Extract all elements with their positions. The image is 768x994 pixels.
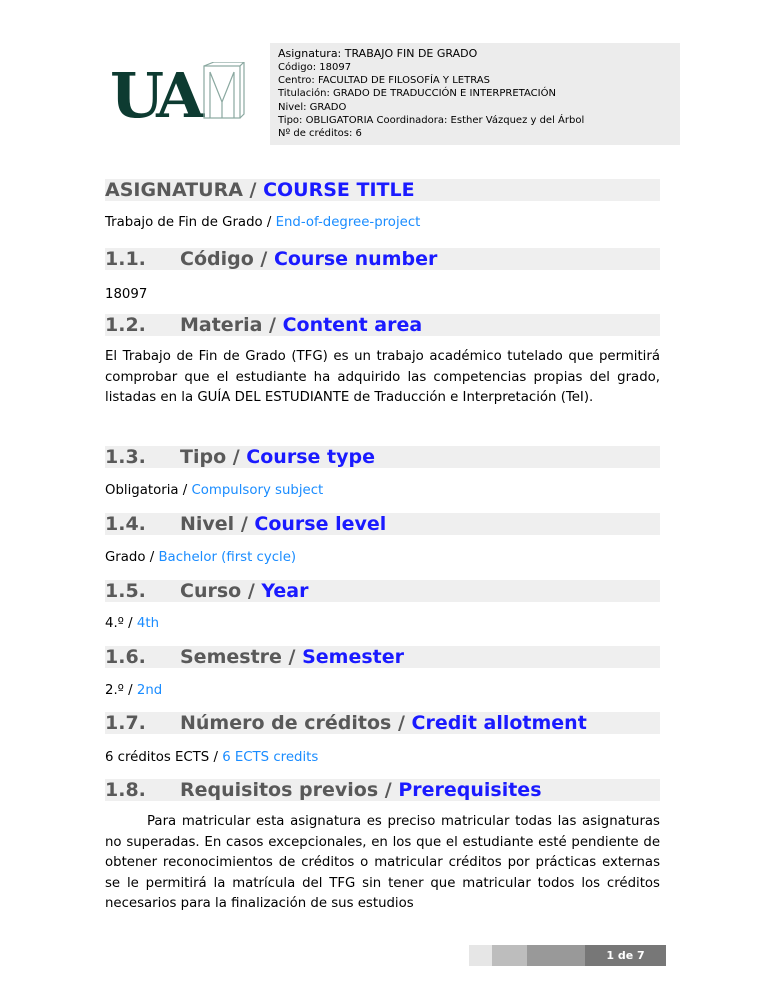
section-heading-18 (105, 779, 660, 801)
value-es: El Trabajo de Fin de Grado (TFG) es un trabajo académico tutelado que permitirá comprobar que el estudiante ha adquirido las competencias propias del grado, listadas en la GUÍA DEL ESTUDIANTE de Traducción e Interpretación (TeI). (105, 349, 660, 405)
heading-es: Número de créditos / (180, 712, 412, 734)
value-es: Grado / (105, 550, 159, 565)
heading-en: Course type (246, 446, 375, 468)
footer-block (469, 945, 492, 966)
value-en: Compulsory subject (191, 483, 324, 498)
section-heading-11 (105, 248, 660, 270)
value-en: 4th (136, 616, 159, 631)
info-credits: Nº de créditos: 6 (278, 128, 362, 140)
section-heading-15 (105, 580, 660, 602)
section-number: 1.1. (105, 248, 146, 270)
section-number: 1.2. (105, 314, 146, 336)
value-es: Trabajo de Fin de Grado / (105, 215, 276, 230)
heading-es: Semestre / (180, 646, 303, 668)
heading-es: Materia / (180, 314, 283, 336)
value-es: 6 créditos ECTS / (105, 750, 223, 765)
info-degree: Titulación: GRADO DE TRADUCCIÓN E INTERPRETACIÓN (278, 88, 556, 100)
footer-block (527, 945, 585, 966)
heading-en: Credit allotment (411, 712, 587, 734)
page-footer (469, 945, 666, 966)
section-heading-17 (105, 712, 660, 734)
value-es: Obligatoria / (105, 483, 192, 498)
heading-es: Requisitos previos / (180, 779, 399, 801)
section-value (105, 812, 660, 915)
course-title-heading (105, 179, 660, 201)
section-number: 1.6. (105, 646, 146, 668)
info-center: Centro: FACULTAD DE FILOSOFÍA Y LETRAS (278, 75, 490, 87)
section-heading-14 (105, 513, 660, 535)
section-value (105, 285, 660, 306)
value-es: 4.º / (105, 616, 137, 631)
heading-en: Prerequisites (398, 779, 542, 801)
section-value (105, 614, 660, 635)
value-es: Para matricular esta asignatura es preciso matricular todas las asignaturas no superadas. En casos excepcionales, en los que el estudiante esté pendiente de obtener reconocimientos de créditos o matricular créditos por prácticas externas se le permitirá la matrícula del TFG sin tener que matricular todos los créditos necesarios para la finalización de sus estudios (105, 814, 660, 911)
heading-es: Curso / (180, 580, 262, 602)
section-heading-16 (105, 646, 660, 668)
section-number: 1.7. (105, 712, 146, 734)
heading-en: Content area (282, 314, 423, 336)
info-code: Código: 18097 (278, 62, 352, 73)
svg-text:UA: UA (110, 62, 199, 122)
course-title-value (105, 213, 660, 234)
section-heading-13 (105, 446, 660, 468)
heading-en: Course level (254, 513, 387, 535)
course-info-box (270, 43, 680, 145)
section-value (105, 748, 660, 769)
heading-en: Year (261, 580, 309, 602)
heading-es: Tipo / (180, 446, 247, 468)
page-number: 1 de 7 (585, 945, 666, 966)
value-en: Bachelor (first cycle) (158, 550, 297, 565)
info-subject: Asignatura: TRABAJO FIN DE GRADO (278, 47, 478, 60)
footer-block (492, 945, 527, 966)
section-heading-12 (105, 314, 660, 336)
value-es: 18097 (105, 287, 148, 302)
section-value (105, 681, 660, 702)
heading-es: Nivel / (180, 513, 255, 535)
value-en: End-of-degree-project (275, 215, 421, 230)
heading-en: COURSE TITLE (263, 179, 415, 201)
section-value (105, 347, 660, 409)
uam-logo (110, 62, 245, 122)
section-number: 1.3. (105, 446, 146, 468)
section-number: 1.8. (105, 779, 146, 801)
heading-es: ASIGNATURA / (105, 179, 264, 201)
info-level: Nivel: GRADO (278, 101, 347, 113)
heading-es: Código / (180, 248, 274, 270)
heading-en: Semester (302, 646, 404, 668)
info-type: Tipo: OBLIGATORIA Coordinadora: Esther Vázquez y del Árbol (278, 114, 585, 126)
section-number: 1.5. (105, 580, 146, 602)
value-en: 6 ECTS credits (222, 750, 319, 765)
section-value (105, 548, 660, 569)
value-en: 2nd (136, 683, 163, 698)
section-number: 1.4. (105, 513, 146, 535)
heading-en: Course number (273, 248, 438, 270)
section-value (105, 481, 660, 502)
value-es: 2.º / (105, 683, 137, 698)
